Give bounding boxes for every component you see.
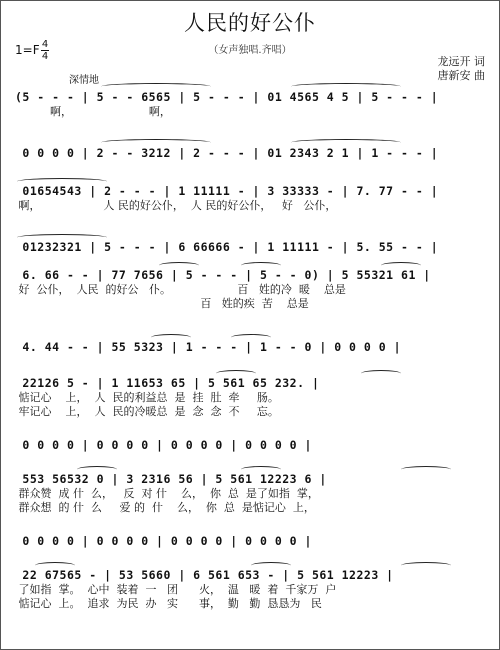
lyric-line-1: 好 公仆， 人民 的好公 仆。 百 姓的冷 暖 总是 [15,283,346,296]
notation-line: 4. 44 - - | 55 5323 | 1 - - - | 1 - - 0 | 0 0 0 0 | [15,340,402,354]
slur-mark [101,83,211,90]
notation-line: 01654543 | 2 - - - | 1 11111 - | 3 33333 - | 7. 77 - - | [15,184,439,198]
meter-top: 4 [41,39,49,50]
slur-mark [159,262,199,269]
slur-mark [291,139,401,146]
song-title: 人民的好公仆 [184,11,316,35]
slur-mark [35,562,75,569]
notation-line: 0 0 0 0 | 0 0 0 0 | 0 0 0 0 | 0 0 0 0 | [15,534,312,548]
notation-line: (5 - - - | 5 - - 6565 | 5 - - - | 01 4565 4 5 | 5 - - - | [15,90,439,104]
lyric-line-1: 群众赞 成 什 么， 反 对 什 么， 你 总 是了如指 掌， [15,487,319,500]
score-row [1,471,499,515]
notation-line: 01232321 | 5 - - - | 6 66666 - | 1 11111 - | 5. 55 - - | [15,240,439,254]
slur-mark [231,334,271,341]
lyric-line-2: 百 姓的疾 苦 总是 [15,297,309,310]
slur-mark [361,370,401,377]
lyric-line-1: 啊， 人 民的好公仆， 人 民的好公仆， 好 公仆， [15,199,337,212]
lyric-line-2: 惦记心 上。 追求 为民 办 实 事， 勤 勤 恳恳为 民 [15,597,322,610]
notation-line: 22 67565 - | 53 5660 | 6 561 653 - | 5 561 12223 | [15,568,394,582]
key-signature: 1=F [15,43,40,57]
expression-mark: 深情地 [69,75,99,86]
meter-bottom: 4 [41,51,49,62]
notation-line: 22126 5 - | 1 11653 65 | 5 561 65 232. | [15,376,320,390]
slur-mark [381,262,421,269]
lyric-line-1: 惦记心 上， 人 民的利益总 是 挂 肚 牵 肠。 [15,391,279,404]
composer-credit: 唐新安 曲 [437,69,485,82]
slur-mark [77,466,117,473]
notation-line: 6. 66 - - | 77 7656 | 5 - - - | 5 - - 0) | 5 55321 61 | [15,268,431,282]
score-row [1,267,499,311]
slur-mark [241,466,281,473]
song-subtitle: （女声独唱.齐唱） [208,45,292,56]
slur-mark [251,562,291,569]
slur-mark [401,466,451,473]
notation-line: 553 56532 0 | 3 2316 56 | 5 561 12223 6 | [15,472,327,486]
lyricist-credit: 龙远开 词 [437,55,485,68]
slur-mark [291,83,401,90]
notation-line: 0 0 0 0 | 2 - - 3212 | 2 - - - | 01 2343 2 1 | 1 - - - | [15,146,439,160]
lyric-line-2: 牢记心 上， 人 民的冷暖总 是 念 念 不 忘。 [15,405,279,418]
slur-mark [216,370,256,377]
slur-mark [151,334,191,341]
score-row [1,567,499,611]
slur-mark [101,139,211,146]
score-row [1,183,499,227]
slur-mark [401,562,451,569]
slur-mark [17,178,107,185]
slur-mark [241,262,281,269]
time-signature [41,39,49,62]
score-row [1,375,499,419]
slur-mark [17,234,107,241]
lyric-line-1: 了如指 掌。 心中 装着 一 团 火， 温 暖 着 千家万 户 [15,583,337,596]
lyric-line-1: 啊， 啊， [15,105,171,118]
lyric-line-2: 群众想 的 什 么 爱 的 什 么， 你 总 是惦记心 上， [15,501,315,514]
notation-line: 0 0 0 0 | 0 0 0 0 | 0 0 0 0 | 0 0 0 0 | [15,438,312,452]
score-row [1,89,499,133]
